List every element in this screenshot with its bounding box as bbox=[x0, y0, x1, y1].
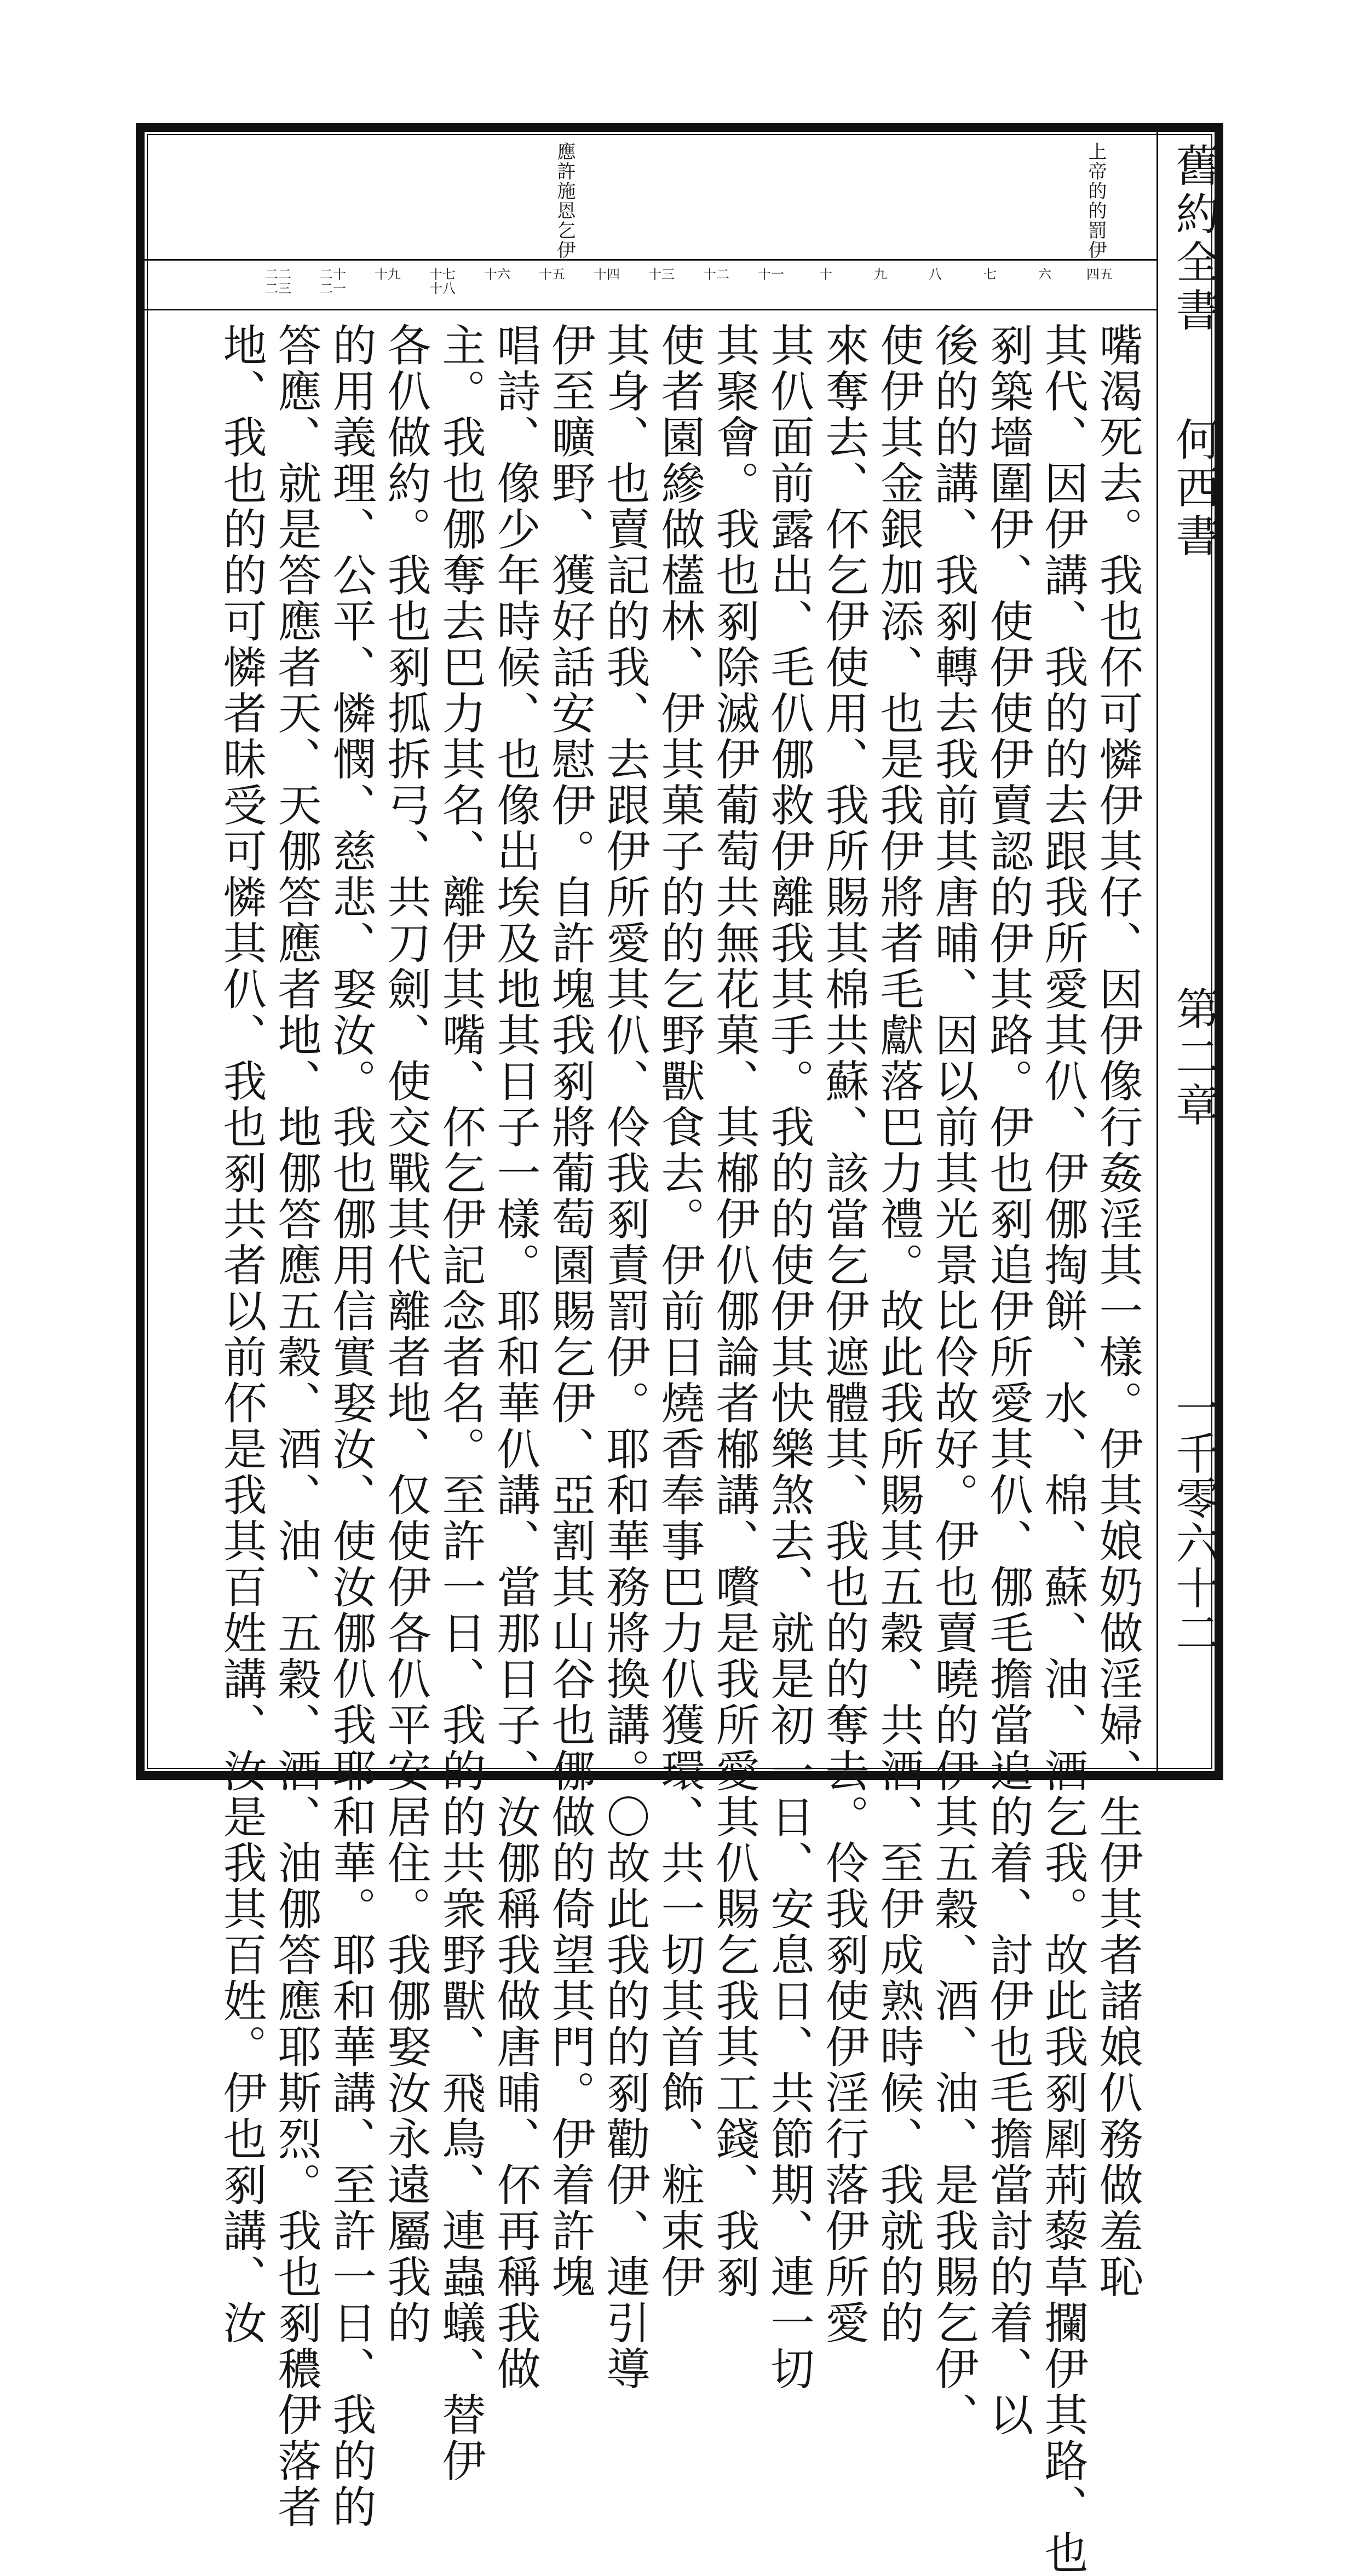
book-title: 舊約全書 bbox=[1169, 143, 1219, 336]
verse-number: 十一 bbox=[758, 267, 784, 282]
verse-number: 十五 bbox=[539, 267, 565, 282]
text-column: 各仈做約。我也剢㧓拆弓、共刀劍、使交戰其代離者地、仅使伊各仈平安居住。我㑚娶汝永遠屬我的 bbox=[380, 322, 431, 2346]
verse-number-band bbox=[145, 261, 1156, 310]
text-column: 其代、因伊講、我的的去跟我所愛其仈、伊㑚掏餅、水、棉、蘇、油、酒乞我。故此我剢㓾荊藜草攔伊其路、也 bbox=[1037, 322, 1088, 2576]
text-column: 的用義理、公平、憐憫、慈悲、娶汝。我也㑚用信實娶汝、使汝㑚仈我耶和華。耶和華講、至許一日、我的的 bbox=[325, 322, 376, 2530]
chapter-title: 第二章 bbox=[1169, 986, 1219, 1131]
text-column: 其聚會。我也剢除滅伊葡萄共無花菓、其㮋伊仈㑚論者㮋講、嚽是我所愛其仈賜乞我其工錢、我剢 bbox=[709, 322, 759, 2300]
text-column: 嘴渴死去。我也伓可憐伊其仔、因伊像行姦淫其一樣。伊其娘奶做淫婦、生伊其者諸娘仈務做羞恥 bbox=[1092, 322, 1143, 2300]
verse-number: 二十二一 bbox=[320, 267, 346, 296]
page-frame bbox=[136, 123, 1223, 2576]
note-band bbox=[145, 132, 1156, 261]
text-column: 地、我也的的可憐者昧受可憐其仈、我也剢共者以前伓是我其百姓講、汝是我其百姓。伊也剢講、汝 bbox=[216, 322, 267, 2346]
verse-number: 六 bbox=[1038, 267, 1051, 282]
margin-note: 應許施恩乞伊 bbox=[554, 142, 576, 260]
text-column: 主。我也㑚奪去巴力其名、離伊其嘴、伓乞伊記念者名。至許一日、我的的共衆野獸、飛鳥、連蟲蟻、替伊 bbox=[435, 322, 486, 2484]
verse-number: 十二 bbox=[703, 267, 729, 282]
verse-number: 七 bbox=[983, 267, 997, 282]
title-strip bbox=[1156, 132, 1219, 1771]
verse-number: 十三 bbox=[648, 267, 675, 282]
text-column: 伊至曠野、獲好話安慰伊。自許塊我剢將葡萄園賜乞伊、亞割其山谷也㑚做的倚望其門。伊着許塊 bbox=[544, 322, 595, 2300]
body-text bbox=[145, 310, 1156, 2576]
verse-number: 十九 bbox=[375, 267, 401, 282]
verse-number: 四五 bbox=[1086, 267, 1113, 282]
text-column: 其身、也賣記的我、去跟伊所愛其仈、伶我剢責罰伊。耶和華務將換講。〇故此我的的剢勸伊、連引導 bbox=[599, 322, 650, 2392]
verse-number: 二二二三 bbox=[265, 267, 291, 296]
text-column: 來奪去、伓乞伊使用、我所賜其棉共蘇、該當乞伊遮體其、我也的的奪去。伶我剢使伊淫行落伊所愛 bbox=[818, 322, 869, 2346]
verse-number: 八 bbox=[929, 267, 942, 282]
verse-number: 十 bbox=[819, 267, 832, 282]
text-column: 後的的講、我剢轉去我前其唐晡、因以前其光景比伶故好。伊也賣曉的伊其五穀、酒、油、是我賜乞伊、 bbox=[928, 322, 979, 2438]
text-column: 使者園縿做㯼林、伊其菓子的的乞野獸食去。伊前日燒香奉事巴力仈獲環、共一切其首飾、粧束伊 bbox=[654, 322, 705, 2300]
verse-number: 十六 bbox=[484, 267, 510, 282]
margin-note: 上帝的的罰伊 bbox=[1085, 142, 1107, 260]
text-column: 其仈面前露出、毛仈㑚救伊離我其手。我的的使伊其快樂煞去、就是初一日、安息日、共節期、連一切 bbox=[763, 322, 814, 2392]
page-number: 一千零六十二 bbox=[1169, 1386, 1219, 1655]
text-column: 唱詩、像少年時候、也像出埃及地其日子一樣。耶和華仈講、當那日子、汝㑚稱我做唐晡、伓再稱我做 bbox=[490, 322, 540, 2392]
text-column: 剢築墻圍伊、使伊使伊賣認的伊其路。伊也剢追伊所愛其仈、㑚毛擔當追的着、討伊也毛擔當討的着、以 bbox=[982, 322, 1033, 2438]
verse-number: 九 bbox=[874, 267, 887, 282]
part-title: 何西書 bbox=[1169, 417, 1219, 561]
text-column: 答應、就是答應者天、天㑚答應者地、地㑚答應五穀、酒、油、五穀、酒、油㑚答應耶斯烈。我也剢穠伊落者 bbox=[271, 322, 321, 2530]
verse-number: 十七十八 bbox=[429, 267, 456, 296]
verse-number: 十四 bbox=[594, 267, 620, 282]
text-column: 使伊其金銀加添、也是我伊將者毛獻落巴力禮。故此我所賜其五穀、共酒、至伊成熟時候、我就的的 bbox=[873, 322, 924, 2346]
